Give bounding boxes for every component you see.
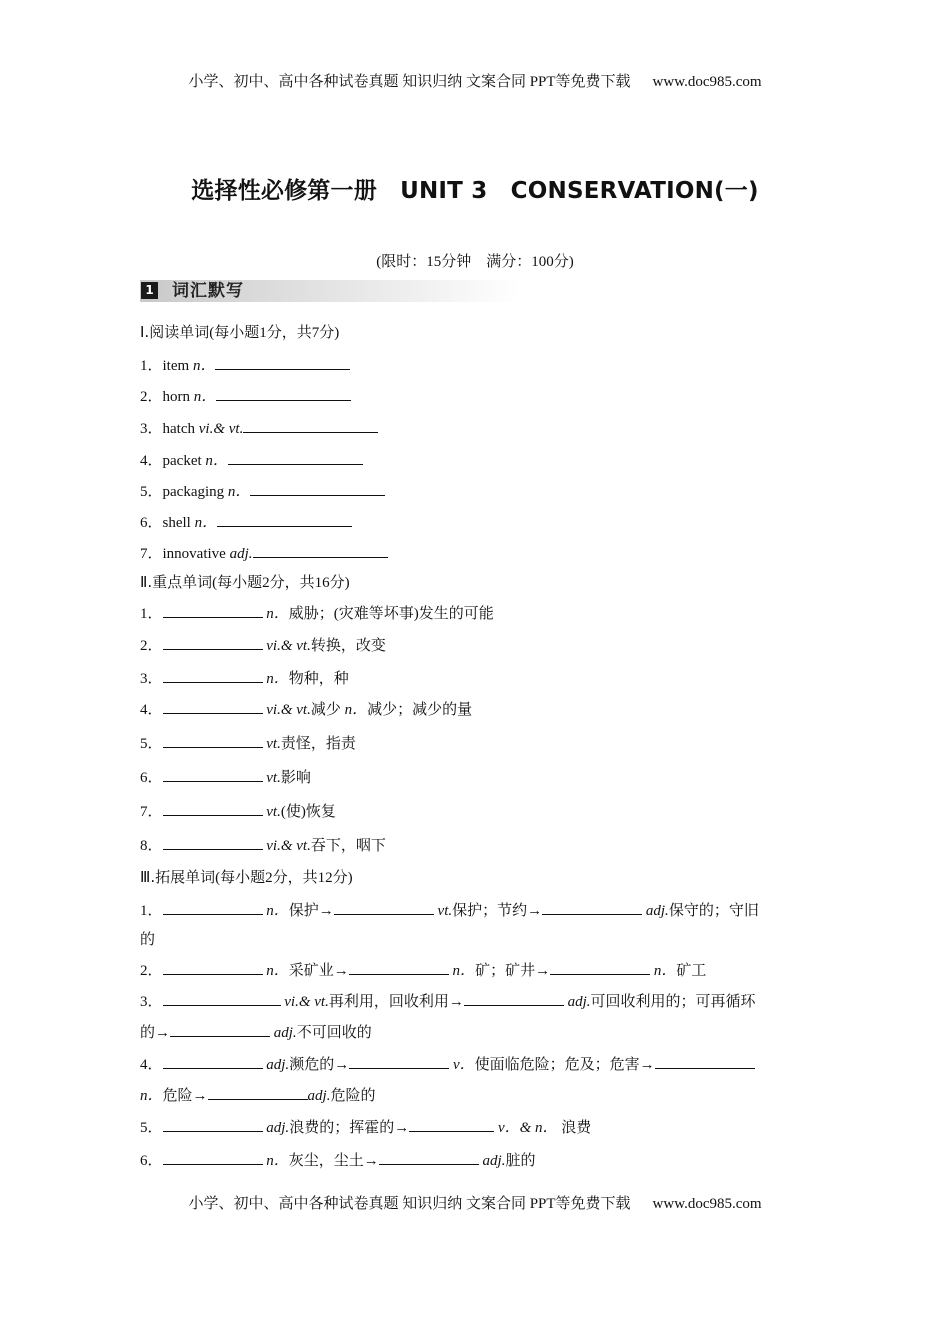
answer-blank[interactable]	[243, 418, 378, 433]
answer-blank[interactable]	[334, 900, 434, 915]
list-item: 4． adj.濒危的→ v．使面临危险；危及；危害→	[140, 1054, 755, 1075]
list-item: 5． vt.责怪，指责	[140, 733, 356, 754]
list-item: 7．innovative adj.	[140, 543, 388, 564]
page-header	[0, 70, 950, 91]
answer-blank[interactable]	[163, 1150, 263, 1165]
list-item: 4． vi.& vt.减少 n．减少；减少的量	[140, 699, 472, 720]
list-item-continuation: 的	[140, 932, 156, 948]
list-item: 2． n．采矿业→ n．矿；矿井→ n．矿工	[140, 960, 706, 981]
list-item: 1． n．威胁；(灾难等坏事)发生的可能	[140, 603, 494, 624]
answer-blank[interactable]	[163, 1117, 263, 1132]
list-item: 2． vi.& vt.转换，改变	[140, 635, 386, 656]
answer-blank[interactable]	[216, 386, 351, 401]
answer-blank[interactable]	[163, 900, 263, 915]
list-item: 3．hatch vi.& vt.	[140, 418, 378, 439]
answer-blank[interactable]	[215, 355, 350, 370]
list-item: 7． vt.(使)恢复	[140, 801, 336, 822]
part1-heading: Ⅰ.阅读单词(每小题1分，共7分)	[140, 323, 340, 341]
footer-site[interactable]: www.doc985.com	[652, 1196, 762, 1212]
part2-heading: Ⅱ.重点单词(每小题2分，共16分)	[140, 573, 350, 591]
header-text: 小学、初中、高中各种试卷真题 知识归纳 文案合同 PPT等免费下载	[188, 74, 631, 90]
answer-blank[interactable]	[542, 900, 642, 915]
list-item: 2．horn n．	[140, 386, 351, 407]
answer-blank[interactable]	[163, 991, 281, 1006]
answer-blank[interactable]	[349, 1054, 449, 1069]
list-item: 4．packet n．	[140, 450, 363, 471]
section-number-badge: 1	[141, 282, 158, 299]
answer-blank[interactable]	[253, 543, 388, 558]
answer-blank[interactable]	[550, 960, 650, 975]
answer-blank[interactable]	[163, 733, 263, 748]
answer-blank[interactable]	[464, 991, 564, 1006]
answer-blank[interactable]	[250, 481, 385, 496]
time-info: (限时：15分钟 满分：100分)	[376, 254, 574, 270]
list-item: 6． n．灰尘，尘土→ adj.脏的	[140, 1150, 535, 1171]
answer-blank[interactable]	[163, 699, 263, 714]
section-banner	[140, 280, 520, 302]
answer-blank[interactable]	[170, 1022, 270, 1037]
answer-blank[interactable]	[208, 1085, 308, 1100]
answer-blank[interactable]	[163, 1054, 263, 1069]
answer-blank[interactable]	[217, 512, 352, 527]
answer-blank[interactable]	[349, 960, 449, 975]
list-item: 5．packaging n．	[140, 481, 385, 502]
header-site[interactable]: www.doc985.com	[652, 74, 762, 90]
answer-blank[interactable]	[409, 1117, 494, 1132]
answer-blank[interactable]	[163, 801, 263, 816]
list-item: 8． vi.& vt.吞下，咽下	[140, 835, 386, 856]
list-item: 3． n．物种，种	[140, 668, 349, 689]
part3-heading: Ⅲ.拓展单词(每小题2分，共12分)	[140, 868, 353, 886]
list-item: 6．shell n．	[140, 512, 352, 533]
section-title: 词汇默写	[172, 281, 244, 301]
list-item: 6． vt.影响	[140, 767, 311, 788]
list-item-continuation: 的→ adj.不可回收的	[140, 1022, 372, 1043]
list-item: 1．item n．	[140, 355, 350, 376]
answer-blank[interactable]	[163, 603, 263, 618]
list-item: 3． vi.& vt.再利用，回收利用→ adj.可回收利用的；可再循环	[140, 991, 756, 1012]
answer-blank[interactable]	[163, 668, 263, 683]
page-footer	[0, 1192, 950, 1213]
answer-blank[interactable]	[163, 767, 263, 782]
list-item: 1． n．保护→ vt.保护；节约→ adj.保守的；守旧	[140, 900, 759, 921]
answer-blank[interactable]	[163, 960, 263, 975]
page-title: 选择性必修第一册 UNIT 3 CONSERVATION(一)	[191, 178, 759, 204]
answer-blank[interactable]	[228, 450, 363, 465]
list-item-continuation: n．危险→ adj.危险的	[140, 1085, 375, 1106]
list-item: 5． adj.浪费的；挥霍的→ v．& n． 浪费	[140, 1117, 591, 1138]
answer-blank[interactable]	[655, 1054, 755, 1069]
answer-blank[interactable]	[163, 635, 263, 650]
answer-blank[interactable]	[163, 835, 263, 850]
footer-text: 小学、初中、高中各种试卷真题 知识归纳 文案合同 PPT等免费下载	[188, 1196, 631, 1212]
answer-blank[interactable]	[379, 1150, 479, 1165]
